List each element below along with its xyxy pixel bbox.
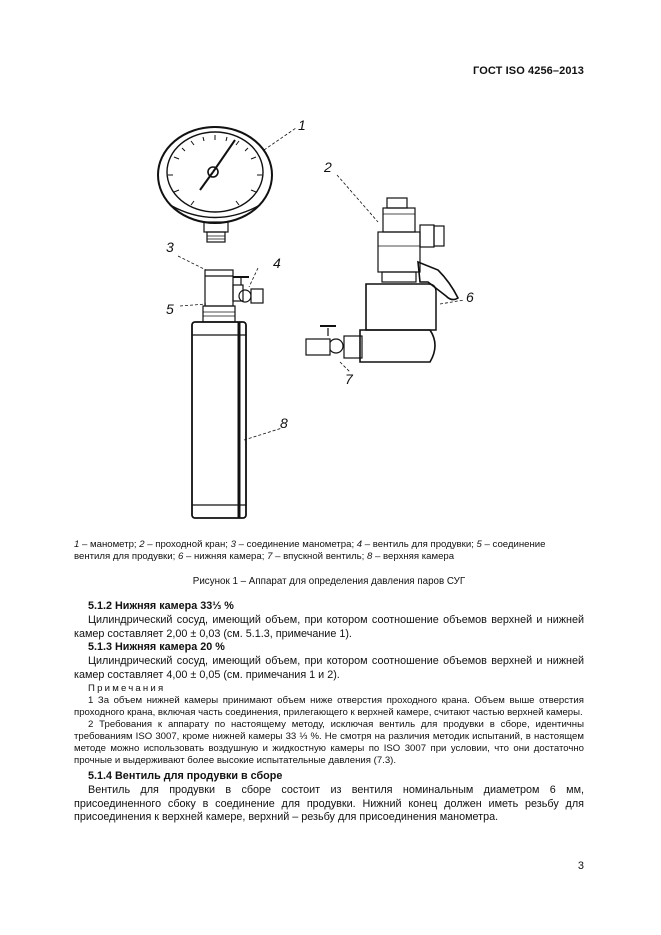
document-header: ГОСТ ISO 4256–2013 (473, 65, 584, 77)
label-1: 1 (298, 117, 306, 133)
label-7: 7 (345, 371, 353, 387)
apparatus-figure (150, 112, 480, 532)
legend-num-6: 6 (177, 551, 184, 562)
lower-chamber-drawing (306, 198, 458, 362)
legend-text-4: – вентиль для продувки; (362, 539, 477, 550)
legend-text-5: – соединение вентиля для продувки; (74, 539, 546, 562)
legend-num-4: 4 (356, 539, 363, 550)
legend-num-1: 1 (74, 539, 80, 550)
label-3: 3 (166, 239, 174, 255)
notes-heading: Примечания (88, 683, 166, 694)
section-text-513: Цилиндрический сосуд, имеющий объем, при котором соотношение объемов верхней и нижней камер составляет 4,00 ± 0,05 (см. примечания 1 и 2). (74, 655, 584, 681)
legend-text-3: – соединение манометра; (235, 539, 357, 550)
legend-text-8: – верхняя камера (372, 551, 455, 562)
legend-text-2: – проходной кран; (144, 539, 231, 550)
figure-caption: Рисунок 1 – Аппарат для определения давления паров СУГ (192, 576, 466, 587)
figure-legend (74, 539, 584, 563)
label-6: 6 (466, 289, 474, 305)
legend-text-6: – нижняя камера; (183, 551, 268, 562)
legend-text-7: – впускной вентиль; (272, 551, 368, 562)
legend-num-7: 7 (267, 551, 273, 562)
note-1: 1 За объем нижней камеры принимают объем ниже отверстия проходного крана. Объем выше отверстия проходного крана, включая часть соединения, прилегающего к верхней камере, считают частью верхней камеры. (74, 695, 584, 718)
label-2: 2 (324, 159, 332, 175)
label-8: 8 (280, 415, 288, 431)
legend-num-3: 3 (230, 539, 236, 550)
section-heading-514: 5.1.4 Вентиль для продувки в сборе (88, 770, 283, 782)
label-5: 5 (166, 301, 174, 317)
section-heading-512: 5.1.2 Нижняя камера 33⅓ % (88, 600, 234, 612)
legend-num-5: 5 (476, 539, 482, 550)
legend-num-8: 8 (367, 551, 373, 562)
note-2: 2 Требования к аппарату по настоящему методу, исключая вентиль для продувки в сборе, идентичны требованиям ISO 3007, кроме нижней камеры 33 ⅓ %. Не смотря на различия методик испытаний, в настоящем методе можно использовать воздушную и жидкостную камеры по ISO 3007 при условии, что они достаточно прочные и выдерживают более высокие испытательные давления (7.3). (74, 719, 584, 766)
section-text-512: Цилиндрический сосуд, имеющий объем, при котором соотношение объемов верхней и нижней камер составляет 2,00 ± 0,03 (см. 5.1.3, примечание 1). (74, 614, 584, 640)
label-4: 4 (273, 255, 281, 271)
manometer-drawing (158, 127, 272, 242)
legend-text-1: – манометр; (79, 539, 140, 550)
section-heading-513: 5.1.3 Нижняя камера 20 % (88, 641, 225, 653)
page-number: 3 (577, 860, 584, 872)
upper-chamber-drawing (192, 270, 263, 518)
legend-num-2: 2 (139, 539, 145, 550)
section-text-514: Вентиль для продувки в сборе состоит из вентиля номинальным диаметром 6 мм, присоединенного сбоку в соединение для продувки. Нижний конец должен иметь резьбу для присоединения к верхней камере, верхний – резьбу для присоединения манометра. (74, 784, 584, 824)
